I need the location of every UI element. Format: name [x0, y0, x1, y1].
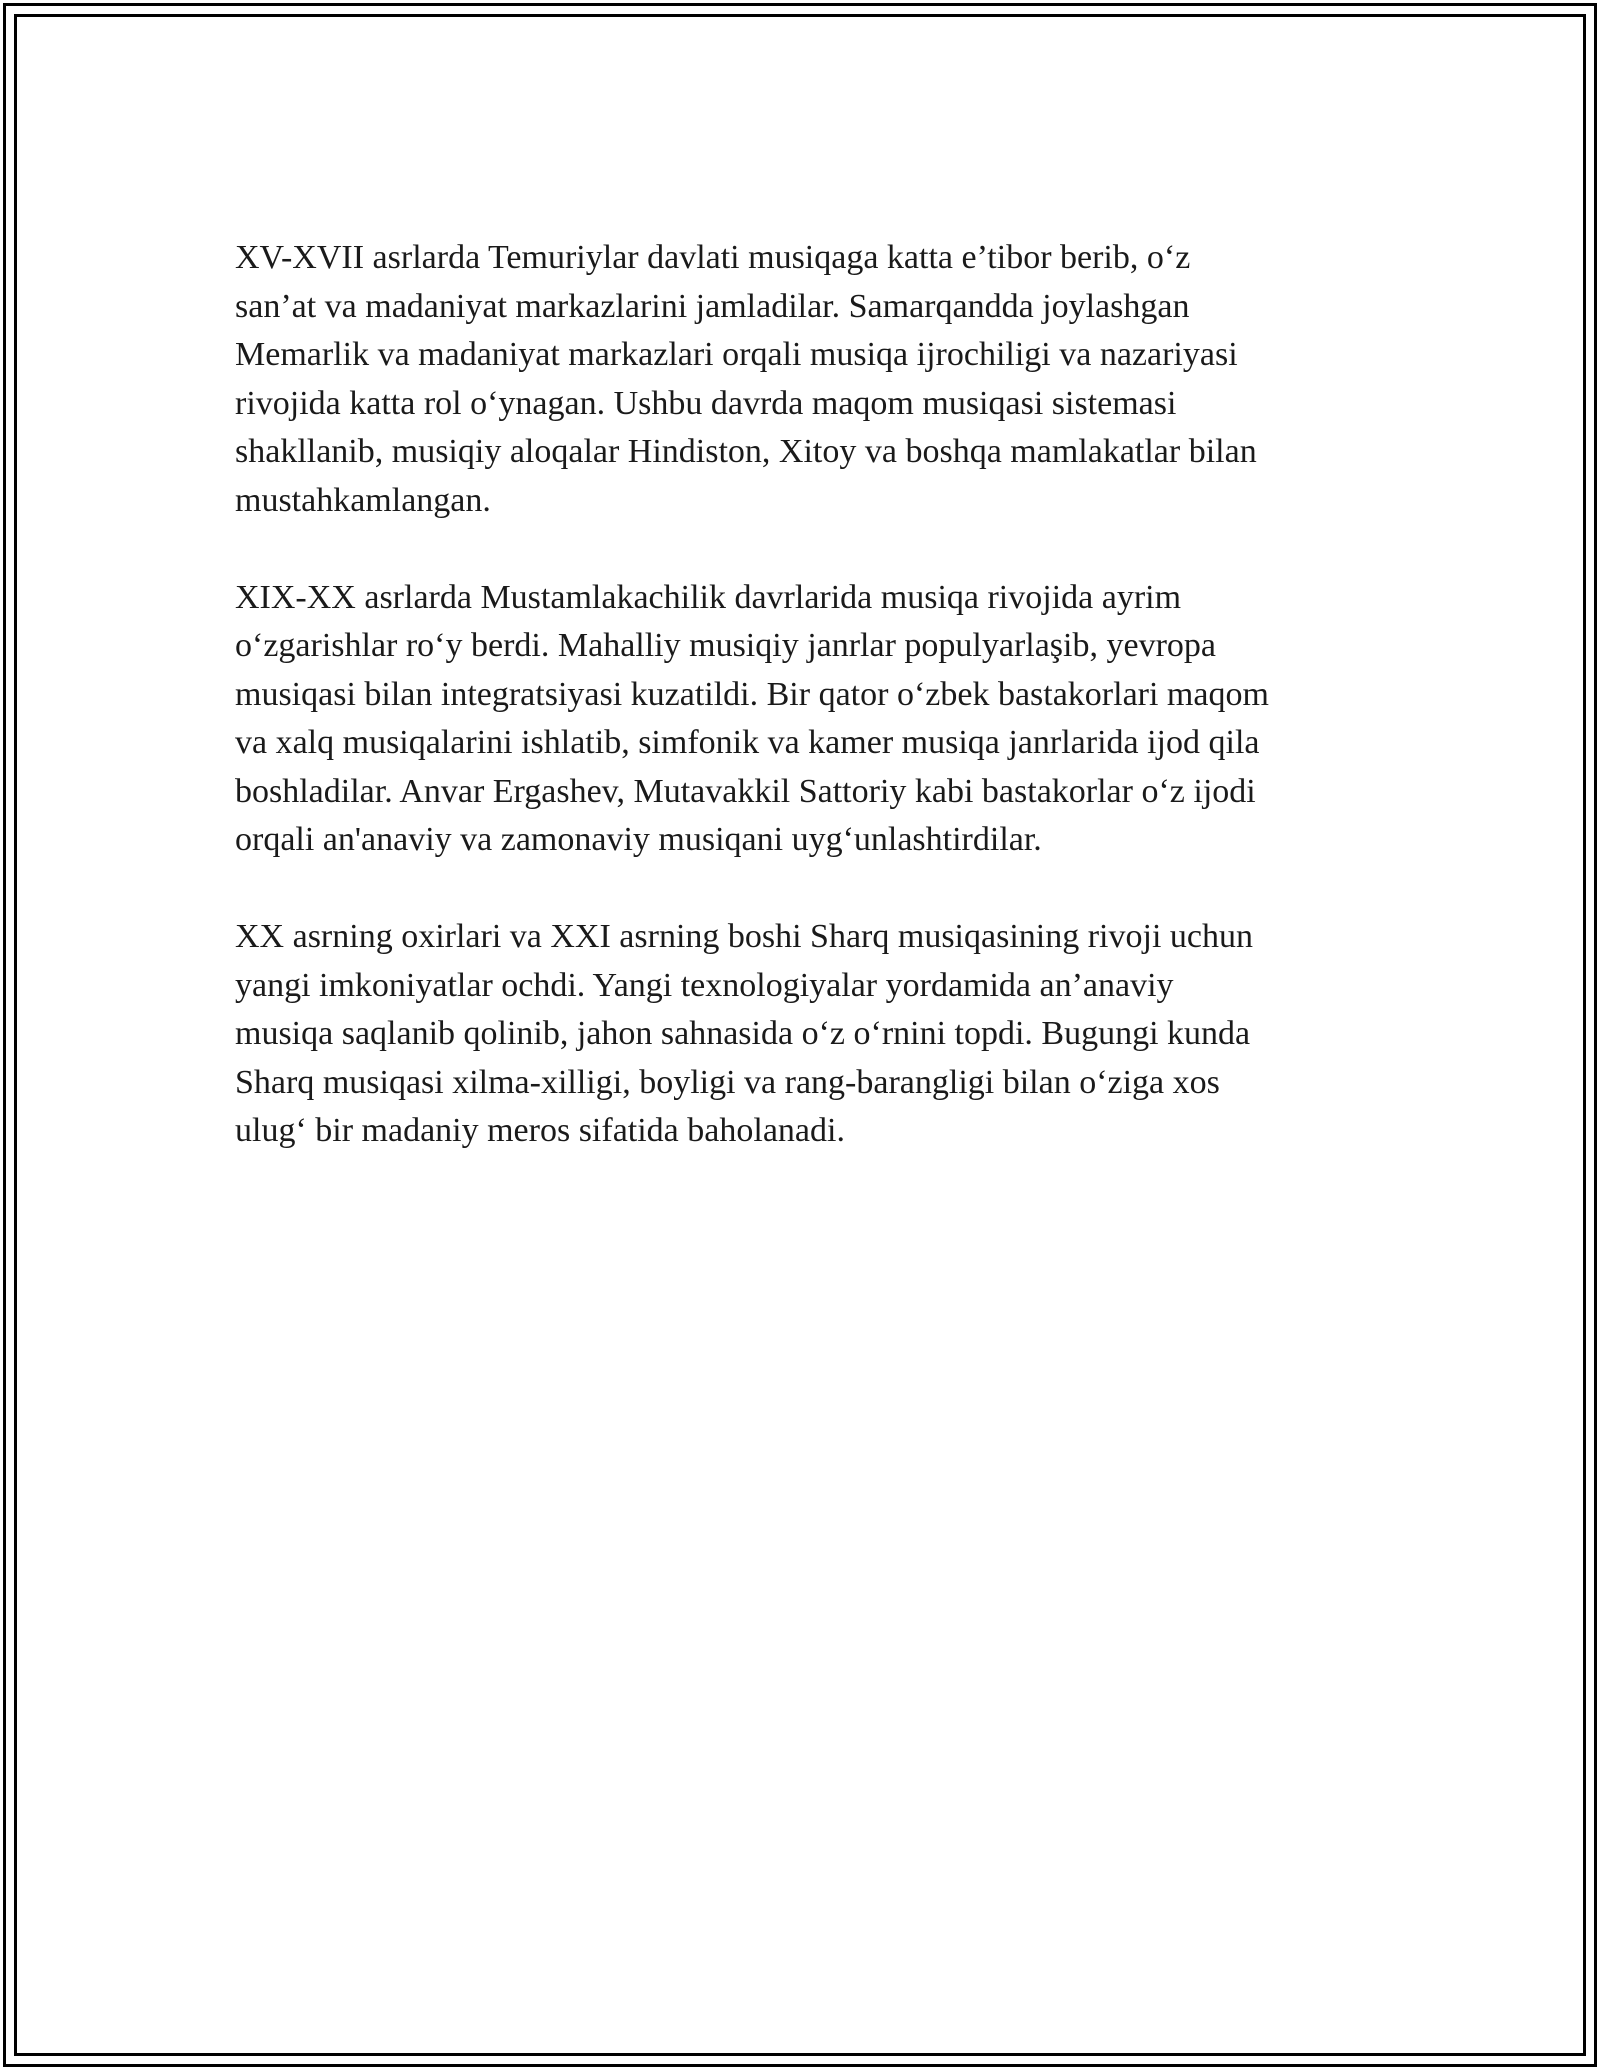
text-line: shakllanib, musiqiy aloqalar Hindiston, Xitoy va boshqa mamlakatlar bilan	[235, 433, 1257, 470]
text-line: yangi imkoniyatlar ochdi. Yangi texnologiyalar yordamida an’anaviy	[235, 966, 1174, 1004]
document-body	[235, 234, 1365, 1204]
text-line: Sharq musiqasi xilma-xilligi, boyligi va rang-barangligi bilan o‘ziga xos	[235, 1063, 1220, 1101]
text-line: mustahkamlangan.	[235, 481, 491, 519]
text-line: rivojida katta rol o‘ynagan. Ushbu davrda maqom musiqasi sistemasi	[235, 384, 1177, 422]
paragraph-modern-era	[235, 913, 1365, 1156]
paragraph-timurid-era	[235, 234, 1365, 525]
text-line: o‘zgarishlar ro‘y berdi. Mahalliy musiqiy janrlar populyarlaşib, yevropa	[235, 627, 1216, 664]
text-line: Memarlik va madaniyat markazlari orqali musiqa ijrochiligi va nazariyasi	[235, 336, 1238, 373]
text-line: musiqasi bilan integratsiyasi kuzatildi. Bir qator o‘zbek bastakorlari maqom	[235, 675, 1269, 713]
text-line: san’at va madaniyat markazlarini jamladilar. Samarqandda joylashgan	[235, 287, 1190, 325]
text-line: XIX-XX asrlarda Mustamlakachilik davrlarida musiqa rivojida ayrim	[235, 578, 1182, 616]
text-line: ulug‘ bir madaniy meros sifatida baholanadi.	[235, 1112, 845, 1149]
paragraph-colonial-era	[235, 574, 1365, 865]
text-line: va xalq musiqalarini ishlatib, simfonik va kamer musiqa janrlarida ijod qila	[235, 724, 1260, 761]
text-line: orqali an'anaviy va zamonaviy musiqani uyg‘unlashtirdilar.	[235, 821, 1042, 858]
text-line: boshladilar. Anvar Ergashev, Mutavakkil Sattoriy kabi bastakorlar o‘z ijodi	[235, 772, 1256, 810]
text-line: musiqa saqlanib qolinib, jahon sahnasida o‘z o‘rnini topdi. Bugungi kunda	[235, 1015, 1251, 1052]
text-line: XV-XVII asrlarda Temuriylar davlati musiqaga katta e’tibor berib, o‘z	[235, 239, 1191, 276]
text-line: XX asrning oxirlari va XXI asrning boshi Sharq musiqasining rivoji uchun	[235, 918, 1253, 955]
